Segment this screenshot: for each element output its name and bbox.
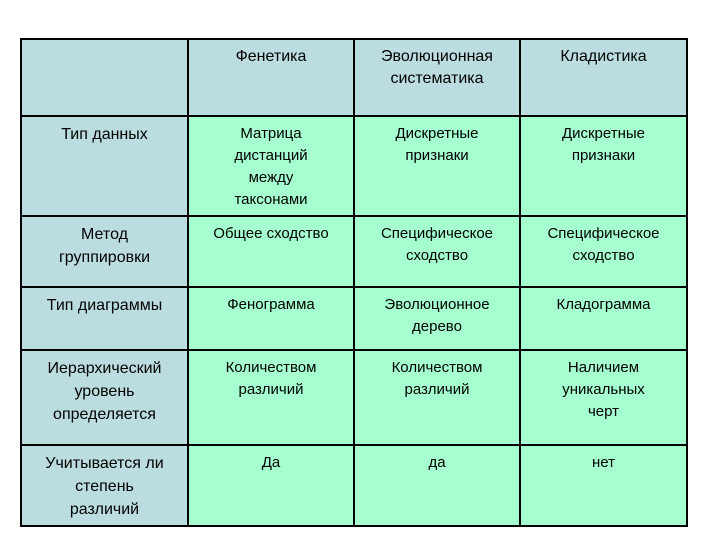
row-header-label: Тип диаграммы (46, 297, 163, 314)
table-row (21, 287, 687, 350)
table-cell: Кладограмма (520, 287, 687, 350)
table-cell: Специфическое сходство (354, 216, 520, 287)
row-header-diagram-type (21, 287, 188, 350)
table-cell: нет (520, 445, 687, 526)
column-header-evolutionary-systematics (354, 39, 520, 116)
table-cell: Дискретные признаки (354, 116, 520, 216)
table-row (21, 216, 687, 287)
table-row (21, 116, 687, 216)
column-header-label: Кладистика (560, 48, 647, 65)
row-header-label: Иерархический уровень определяется (47, 360, 162, 423)
row-header-label: Учитывается ли степень различий (45, 455, 164, 518)
table-cell: Дискретные признаки (520, 116, 687, 216)
column-header-phenetics (188, 39, 354, 116)
table-cell: да (354, 445, 520, 526)
table-cell: Количеством различий (354, 350, 520, 445)
table-cell: Специфическое сходство (520, 216, 687, 287)
table-cell: Количеством различий (188, 350, 354, 445)
row-header-hierarchy-level (21, 350, 188, 445)
row-header-difference-degree (21, 445, 188, 526)
row-header-label: Метод группировки (58, 226, 151, 266)
row-header-grouping-method (21, 216, 188, 287)
table-row (21, 350, 687, 445)
table-cell: Общее сходство (188, 216, 354, 287)
row-header-label: Тип данных (61, 126, 148, 143)
table-header-row (21, 39, 687, 116)
table-corner-cell (21, 39, 188, 116)
column-header-label: Эволюционная систематика (381, 48, 493, 87)
row-header-data-type (21, 116, 188, 216)
column-header-label: Фенетика (235, 48, 307, 65)
table-cell: Наличием уникальных черт (520, 350, 687, 445)
column-header-cladistics (520, 39, 687, 116)
comparison-table (20, 38, 688, 527)
table-row (21, 445, 687, 526)
table-cell: Да (188, 445, 354, 526)
table-cell: Матрица дистанций между таксонами (188, 116, 354, 216)
table-cell: Эволюционное дерево (354, 287, 520, 350)
table-cell: Фенограмма (188, 287, 354, 350)
